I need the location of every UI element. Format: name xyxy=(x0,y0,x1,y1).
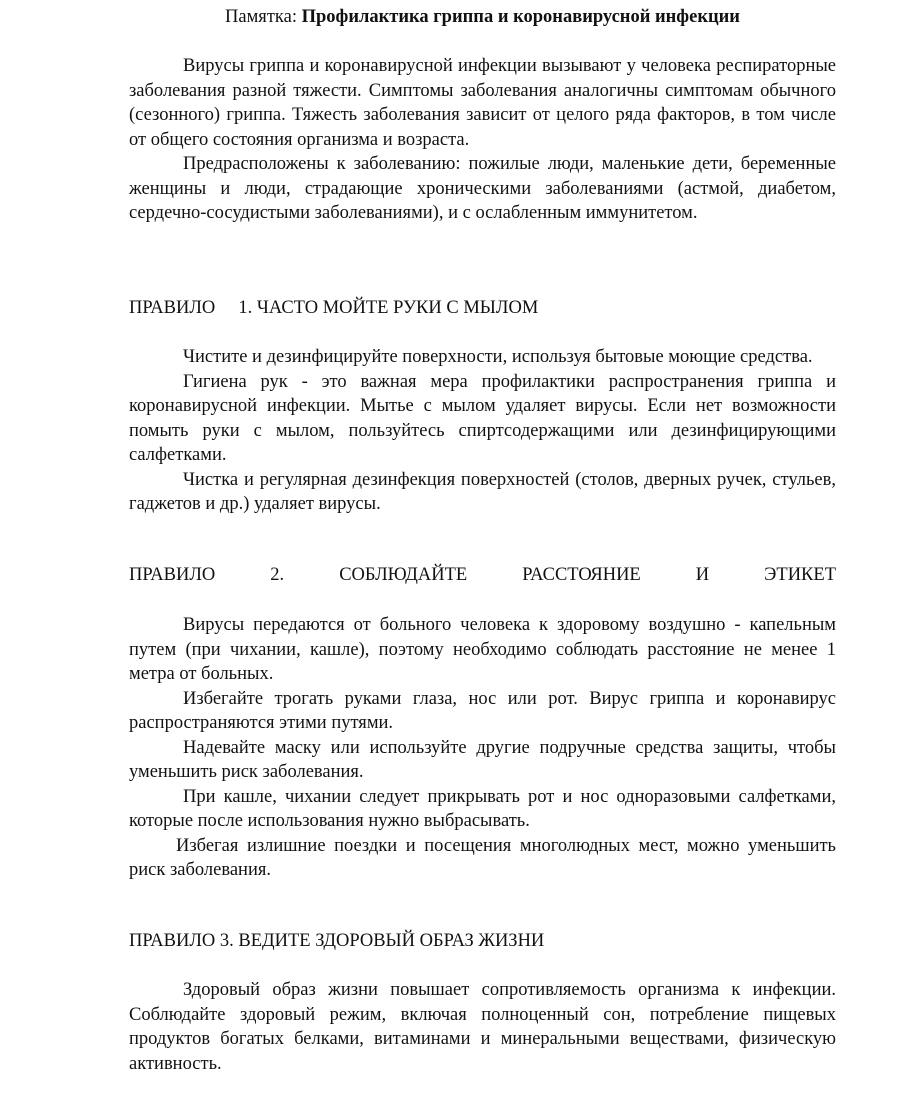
rule1-section xyxy=(129,345,836,517)
rule2-paragraph: Надевайте маску или используйте другие подручные средства защиты, чтобы уменьшить риск заболевания. xyxy=(129,737,836,782)
rule2-paragraph: Вирусы передаются от больного человека к здоровому воздушно - капельным путем (при чихании, кашле), поэтому необходимо соблюдать расстояние не менее 1 метра от больных. xyxy=(129,615,836,684)
intro-paragraph: Предрасположены к заболеванию: пожилые люди, маленькие дети, беременные женщины и люди, страдающие хроническими заболеваниями (астмой, диабетом, сердечно-сосудистыми заболеваниями), и с ослабленным иммунитетом. xyxy=(129,154,836,223)
rule2-section xyxy=(129,613,836,883)
rule2-heading: ПРАВИЛО 2. СОБЛЮДАЙТЕ РАССТОЯНИЕ И ЭТИКЕТ xyxy=(129,565,836,585)
intro-section xyxy=(129,54,836,226)
rule2-paragraph: Избегая излишние поездки и посещения многолюдных мест, можно уменьшить риск заболевания. xyxy=(129,835,836,880)
rule3-paragraph: Здоровый образ жизни повышает сопротивляемость организма к инфекции. Соблюдайте здоровый режим, включая полноценный сон, потребление пищевых продуктов богатых белками, витаминами и минеральными веществами, физическую активность. xyxy=(129,980,836,1074)
rule1-paragraph: Чистка и регулярная дезинфекция поверхностей (столов, дверных ручек, стульев, гаджетов и др.) удаляет вирусы. xyxy=(129,469,836,514)
rule2-paragraph: При кашле, чихании следует прикрывать рот и нос одноразовыми салфетками, которые после использования нужно выбрасывать. xyxy=(129,786,836,831)
title-main: Профилактика гриппа и коронавирусной инфекции xyxy=(301,7,740,27)
intro-paragraph: Вирусы гриппа и коронавирусной инфекции вызывают у человека респираторные заболевания разной тяжести. Симптомы заболевания аналогичны симптомам обычного (сезонного) гриппа. Тяжесть заболевания зависит от целого ряда факторов, в том числе от общего состояния организма и возраста. xyxy=(129,56,836,150)
rule3-heading: ПРАВИЛО 3. ВЕДИТЕ ЗДОРОВЫЙ ОБРАЗ ЖИЗНИ xyxy=(129,931,545,951)
title-prefix: Памятка: xyxy=(225,7,302,27)
rule2-paragraph: Избегайте трогать руками глаза, нос или рот. Вирус гриппа и коронавирус распространяются этими путями. xyxy=(129,688,836,733)
rule3-section xyxy=(129,978,836,1076)
rule1-paragraph: Гигиена рук - это важная мера профилактики распространения гриппа и коронавирусной инфекции. Мытье с мылом удаляет вирусы. Если нет возможности помыть руки с мылом, пользуйтесь спиртсодержащими или дезинфицирующими салфетками. xyxy=(129,371,836,465)
rule1-paragraph: Чистите и дезинфицируйте поверхности, используя бытовые моющие средства. xyxy=(183,347,813,367)
document-title xyxy=(129,5,836,29)
rule1-heading: ПРАВИЛО 1. ЧАСТО МОЙТЕ РУКИ С МЫЛОМ xyxy=(129,298,539,318)
